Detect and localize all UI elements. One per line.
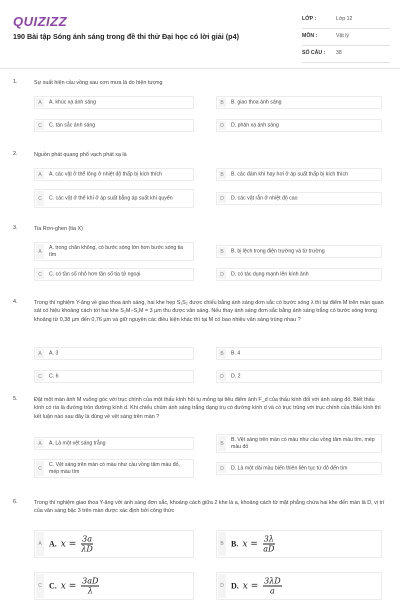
meta-label: LỚP : [302,16,317,22]
denominator: aD [263,544,275,554]
option-letter: C [36,191,44,206]
question-text: Trong thí nghiệm giao thoa Y-âng với ánh sáng đơn sắc, khoảng cách giữa 2 khe là a, khoảng cách từ mặt phẳng chứa hai khe đến màn là D, vị trí của vân sáng bậc 3 trên màn được xác định bởi công thức [34,500,385,515]
meta-row-subject [302,29,390,46]
formula [49,577,99,596]
meta-row-count [302,46,390,63]
option-letter: B [218,170,226,179]
option-letter: A [36,98,44,107]
option-letter: C [36,574,44,598]
numerator: 3λ [263,534,274,544]
fraction [263,577,282,596]
page-header [0,0,400,66]
option-b[interactable] [216,96,382,109]
option-c[interactable] [34,119,194,132]
option-letter: C [36,461,44,476]
denominator: λD [81,544,93,554]
question-number: 2. [13,151,18,157]
formula-lhs: x = [60,539,77,550]
option-a[interactable] [34,96,194,109]
meta-label: SỐ CÂU : [302,50,326,56]
formula-lhs: x = [242,539,258,550]
option-text: B. các đám khí hay hơi ở áp suất thấp bị kích thích [231,171,348,177]
document-title: 190 Bài tập Sóng ánh sáng trong đề thi thử Đại học có lời giải (p4) [13,32,239,41]
option-text: B. 4 [231,350,241,356]
option-text: C. có tần số nhỏ hơn tần số tia tử ngoại [49,271,141,277]
option-text: A. khúc xạ ánh sáng [49,99,97,105]
option-letter: A [36,439,44,448]
option-text: D. có tác dụng mạnh lên kính ảnh [231,271,309,277]
question-text: Sự xuất hiện cầu vồng sau cơn mưa là do hiện tượng [34,80,163,86]
option-text: A. trong chân không, có bước sóng lớn hơn bước sóng tia tím [49,244,184,258]
option-text: D. các vật rắn ở nhiệt độ cao [231,195,298,201]
option-text: B. bị lệch trong điện trường và từ trường [231,248,325,254]
option-b[interactable] [216,168,382,181]
formula-lhs: x = [60,581,77,592]
option-letter: B [218,98,226,107]
denominator: λ [87,586,93,596]
option-c[interactable] [34,572,194,600]
question-text: Đặt một màn ảnh M vuông góc với trục chính của một thấu kính hội tụ mỏng tại tiêu điểm ảnh F_d của thấu kính đối với ánh sáng đỏ. Biết thấu kính có rìa là đường tròn đường kính d. Khi chiếu chùm ánh sáng trắng dạng trụ có đường kính d và có trục trùng với trục chính của thấu kính thì kết luận nào sau đây là đúng về vệt sáng trên màn ? [34,397,381,420]
header-divider [0,68,400,69]
option-c[interactable] [34,268,194,281]
option-label: B. [231,539,239,549]
fraction [81,577,99,596]
option-d[interactable] [216,572,382,600]
option-letter: D [218,194,226,203]
option-letter: C [36,372,44,381]
option-letter: A [36,170,44,179]
option-text: A. 3 [49,350,59,356]
option-letter: D [218,464,226,473]
quizizz-logo: QUIZIZZ [13,14,68,29]
option-letter: B [218,349,226,358]
meta-value: 38 [336,50,342,56]
option-label: C. [49,581,57,591]
question-number: 6. [13,499,18,505]
numerator: 3λD [264,576,281,586]
formula-lhs: x = [242,581,259,592]
question-text: Tia Rơn-ghen (tia X) [34,226,83,232]
option-letter: C [36,270,44,279]
option-c[interactable] [34,370,194,383]
question-text: Trong thí nghiệm Y-âng về giao thoa ánh sáng, hai khe hẹp S₁S₂ được chiếu bằng ánh sáng đơn sắc có bước sóng λ thì tại điểm M trên màn quan sát có hiệu khoảng cách tới hai khe S₂M−S₁M = 3 µm thu được vân sáng. Nếu thay ánh sáng đơn sắc bằng ánh sáng trắng có bước sóng trong khoảng từ 0,38 µm đến 0,76 µm và giữ nguyên các điều kiện khác thì tại M có bao nhiêu vân sáng trùng nhau ? [34,300,384,323]
option-a[interactable] [34,168,194,181]
option-text: A. Là một vệt sáng trắng [49,440,106,446]
numerator: 3aD [82,576,99,586]
option-text: A. các vật ở thể lỏng ở nhiệt độ thấp bị kích thích [49,171,162,177]
meta-value: Lớp 12 [336,16,353,22]
option-letter: D [218,121,226,130]
option-text: C. Vệt sáng trên màn có màu như cầu vồng tâm màu đỏ, mép màu tím [49,461,180,475]
option-c[interactable] [34,189,194,208]
option-a[interactable] [34,530,194,558]
option-text: C. tán sắc ánh sáng [49,122,96,128]
option-label: A. [49,539,57,549]
option-d[interactable] [216,462,382,475]
meta-label: MÔN : [302,33,318,39]
fraction [81,535,93,554]
option-text: C. các vật ở thể khí ở áp suất bằng áp suất khí quyển [49,195,173,201]
option-text: D. phản xạ ánh sáng [231,122,279,128]
option-a[interactable] [34,437,194,450]
formula [231,535,275,554]
fraction [263,535,275,554]
option-letter: B [218,247,226,256]
formula [49,535,93,554]
option-d[interactable] [216,119,382,132]
formula [231,577,282,596]
option-text: B. Vệt sáng trên màn có màu như cầu vồng tâm màu tím, mép màu đỏ [231,436,375,450]
option-letter: A [36,349,44,358]
question-text: Nguồn phát quang phổ vạch phát xạ là [34,152,127,158]
option-text: D. Là một dải màu biến thiên liên tục từ đỏ đến tím [231,465,348,471]
meta-table [302,12,390,63]
option-text: C. 6 [49,373,59,379]
option-letter: B [218,532,226,556]
option-letter: A [36,244,44,259]
question-number: 4. [13,299,18,305]
option-letter: D [218,574,226,598]
question-number: 5. [13,396,18,402]
option-a[interactable] [34,242,194,261]
option-b[interactable] [216,245,382,258]
option-c[interactable] [34,459,194,478]
option-letter: D [218,372,226,381]
option-b[interactable] [216,434,382,453]
option-text: D. 2 [231,373,241,379]
option-letter: A [36,532,44,556]
option-b[interactable] [216,530,382,558]
option-d[interactable] [216,192,382,205]
numerator: 3a [82,534,92,544]
option-label: D. [231,581,239,591]
option-d[interactable] [216,268,382,281]
meta-value: Vật lý [336,33,349,39]
denominator: a [270,586,275,596]
option-letter: D [218,270,226,279]
option-letter: B [218,436,226,451]
option-text: B. giao thoa ánh sáng [231,99,282,105]
question-number: 3. [13,225,18,231]
option-a[interactable] [34,347,194,360]
option-letter: C [36,121,44,130]
option-b[interactable] [216,347,382,360]
question-number: 1. [13,79,18,85]
meta-row-class [302,12,390,29]
option-d[interactable] [216,370,382,383]
